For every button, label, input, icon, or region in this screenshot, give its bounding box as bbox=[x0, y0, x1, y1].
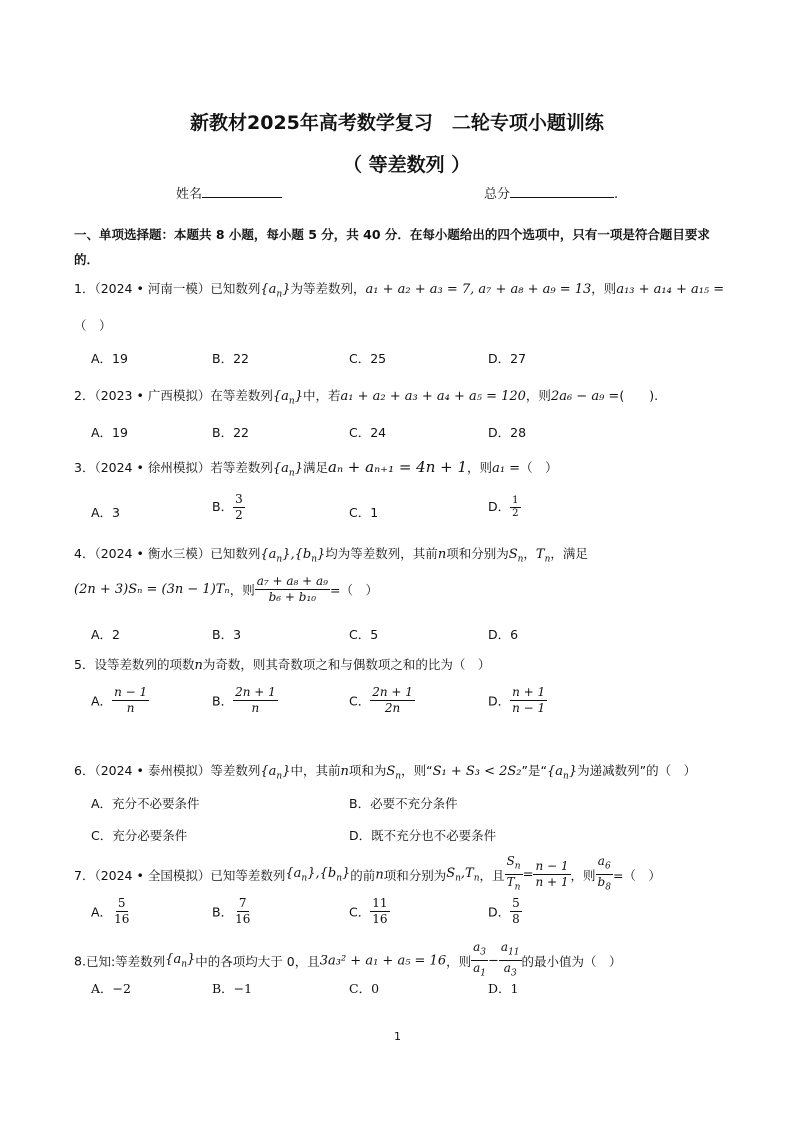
q5-option-d-frac bbox=[510, 685, 547, 716]
q2-formula-cond: a₁ + a₂ + a₃ + a₄ + a₅ = 120 bbox=[340, 389, 526, 404]
question-1 bbox=[74, 279, 724, 300]
q5-number: 5． bbox=[74, 657, 95, 672]
q2-option-a[interactable]: A．19 bbox=[91, 425, 128, 440]
q7-option-c[interactable] bbox=[349, 896, 390, 927]
q3-text-a: 若等差数列 bbox=[210, 460, 273, 475]
q6-seq-2: $\{a_n\}$ bbox=[546, 764, 578, 782]
q8-formula: 3a₃² + a₁ + a₅ = 16 bbox=[319, 953, 447, 969]
q6-option-a[interactable]: A．充分不必要条件 bbox=[91, 796, 200, 811]
frac-den: 16 bbox=[372, 912, 388, 926]
q8-text-c: ，则 bbox=[446, 953, 472, 969]
q7-option-a-label: A． bbox=[91, 904, 113, 920]
q1-formula-cond: a₁ + a₂ + a₃ = 7, a₇ + a₈ + a₉ = 13 bbox=[365, 282, 592, 297]
score-field bbox=[484, 183, 618, 202]
q7-option-b-frac bbox=[233, 896, 252, 927]
question-7: 7．（2024 • 全国模拟）已知等差数列$\{a_n\},\{b_n\}$的前n项和分别为$S_n,T_n$，且 $\frac{S_n}{T_n}$ = $\frac{n - 1}{n + 1}$ ，则 $\frac{a_6}{b_8}$ =（ ） bbox=[74, 854, 661, 896]
q4-text-a: 已知数列 bbox=[210, 546, 261, 561]
q7-source: （2024 • 全国模拟） bbox=[94, 867, 211, 883]
q1-option-d[interactable]: D．27 bbox=[488, 351, 527, 366]
q4-paren: =（ ） bbox=[329, 582, 378, 598]
name-blank bbox=[202, 184, 282, 198]
q7-cond-frac-left: $\frac{S_n}{T_n}$ bbox=[506, 854, 521, 893]
q2-seq: $\{a_n\}$ bbox=[272, 389, 303, 407]
q8-text-b: 中的各项均大于 0，且 bbox=[195, 953, 320, 969]
frac-den: n bbox=[251, 701, 260, 715]
frac-num: 1 bbox=[512, 495, 519, 506]
q3-option-a[interactable]: A．3 bbox=[91, 505, 121, 520]
q7-option-a[interactable] bbox=[91, 896, 131, 927]
q3-text-b: 满足 bbox=[302, 460, 328, 475]
q3-option-c[interactable]: C．1 bbox=[349, 505, 379, 520]
q7-cond-frac-right: $\frac{n - 1}{n + 1}$ bbox=[535, 859, 569, 890]
frac-num: 5 bbox=[117, 896, 126, 910]
q8-text-d: 的最小值为（ ） bbox=[521, 953, 622, 969]
q5-option-c[interactable] bbox=[349, 685, 415, 716]
q5-option-a-label: A． bbox=[91, 693, 113, 709]
frac-den: 16 bbox=[114, 912, 130, 926]
frac-den: b₆ + b₁₀ bbox=[268, 590, 317, 604]
q1-formula-ask: a₁₃ + a₁₄ + a₁₅ = bbox=[616, 282, 725, 297]
q2-text-b: 中，若 bbox=[302, 388, 341, 403]
q4-number: 4． bbox=[74, 546, 95, 561]
q8-option-d[interactable]: D．1 bbox=[488, 981, 519, 996]
q6-text-b: 中，其前 bbox=[290, 763, 341, 778]
q7-option-b-label: B． bbox=[212, 904, 234, 920]
q4-text-b: 均为等差数列，其前 bbox=[325, 546, 438, 561]
q2-text-a: 在等差数列 bbox=[210, 388, 273, 403]
q3-option-b[interactable] bbox=[212, 492, 245, 523]
q1-seq: $\{a_n\}$ bbox=[260, 282, 291, 300]
q7-text-e: ，则 bbox=[570, 867, 596, 883]
q7-text-d: ，且 bbox=[479, 867, 505, 883]
q5-option-a[interactable] bbox=[91, 685, 149, 716]
q7-option-c-frac bbox=[370, 896, 389, 927]
frac-num: 7 bbox=[238, 896, 247, 910]
q4-option-a[interactable]: A．2 bbox=[91, 627, 121, 642]
q3-seq: $\{a_n\}$ bbox=[272, 461, 303, 479]
q4-formula-line2: (2n + 3)Sₙ = (3n − 1)Tₙ bbox=[74, 582, 230, 597]
frac-num: n − 1 bbox=[114, 685, 148, 699]
q6-option-c[interactable]: C．充分必要条件 bbox=[91, 828, 188, 843]
page-subtitle: （ 等差数列 ） bbox=[343, 154, 471, 176]
q3-number: 3． bbox=[74, 460, 95, 475]
q8-option-c[interactable]: C．0 bbox=[349, 981, 380, 996]
q7-option-d[interactable] bbox=[488, 896, 522, 927]
q6-option-b[interactable]: B．必要不充分条件 bbox=[349, 796, 458, 811]
q5-option-d[interactable] bbox=[488, 685, 547, 716]
q4-text-d: ，满足 bbox=[550, 546, 588, 561]
q5-option-c-frac bbox=[370, 685, 415, 716]
q2-number: 2． bbox=[74, 388, 95, 403]
frac-den: 2 bbox=[235, 508, 243, 522]
q8-text-a: 已知:等差数列 bbox=[85, 953, 166, 969]
q4-option-c[interactable]: C．5 bbox=[349, 627, 379, 642]
frac-num: a₇ + a₈ + a₉ bbox=[256, 574, 328, 588]
q1-source: （2024 • 河南一模） bbox=[94, 281, 211, 296]
q8-number: 8. bbox=[74, 953, 86, 969]
q3-formula-cond: aₙ + aₙ₊₁ = 4n + 1 bbox=[328, 458, 468, 476]
name-label: 姓名 bbox=[176, 187, 203, 202]
q7-option-b[interactable] bbox=[212, 896, 252, 927]
q7-option-a-frac bbox=[112, 896, 131, 927]
q1-paren: （ ） bbox=[74, 318, 112, 333]
q4-option-d[interactable]: D．6 bbox=[488, 627, 519, 642]
q3-option-d-label: D． bbox=[488, 499, 511, 514]
name-field bbox=[176, 183, 282, 202]
q6-source: （2024 • 泰州模拟） bbox=[94, 763, 211, 778]
question-3 bbox=[74, 458, 558, 479]
question-4: 4．（2024 • 衡水三模）已知数列$\{a_n\},\{b_n\}$均为等差数列，其前n项和分别为$S_n$，$T_n$，满足 bbox=[74, 546, 588, 565]
q5-text-b: 为奇数，则其奇数项之和与偶数项之和的比为（ ） bbox=[202, 657, 491, 672]
frac-num: 5 bbox=[512, 896, 520, 910]
q8-seq: $\{a_n\}$ bbox=[165, 952, 196, 970]
q1-option-c[interactable]: C．25 bbox=[349, 351, 387, 366]
q2-option-d[interactable]: D．28 bbox=[488, 425, 527, 440]
q5-option-b-frac bbox=[233, 685, 278, 716]
q7-paren: =（ ） bbox=[612, 867, 661, 883]
q7-option-c-label: C． bbox=[349, 904, 371, 920]
q3-text-c: ，则 bbox=[467, 460, 493, 475]
q3-option-d-frac bbox=[510, 495, 520, 520]
q7-option-d-label: D． bbox=[488, 904, 511, 920]
score-blank bbox=[510, 184, 614, 198]
frac-den: 8 bbox=[512, 912, 520, 926]
q2-formula-ask: 2a₆ − a₉ = bbox=[550, 389, 620, 404]
q2-option-b[interactable]: B．22 bbox=[212, 425, 249, 440]
question-8: 8.已知:等差数列$\{a_n\}$中的各项均大于 0，且3a₃² + a₁ + a₅ = 16，则 $\frac{a_3}{a_1}$ − $\frac{a_{11}}{a_3}$ 的最小值为（ ） bbox=[74, 940, 622, 982]
page-number: 1 bbox=[394, 1030, 401, 1043]
q2-source: （2023 • 广西模拟） bbox=[94, 388, 211, 403]
q1-text-b: 为等差数列， bbox=[290, 281, 366, 296]
q6-text-d: ，则“ bbox=[401, 763, 433, 778]
frac-den: n bbox=[126, 701, 135, 715]
q6-option-d[interactable]: D．既不充分也不必要条件 bbox=[349, 828, 497, 843]
question-2 bbox=[74, 386, 658, 407]
q6-seq: $\{a_n\}$ bbox=[260, 764, 291, 782]
q3-option-d[interactable] bbox=[488, 495, 521, 520]
question-6: 6．（2024 • 泰州模拟）等差数列$\{a_n\}$中，其前n项和为$S_n$，则“S₁ + S₃ < 2S₂”是“$\{a_n\}$为递减数列”的（ ） bbox=[74, 763, 697, 782]
q7-seqs: $\{a_n\},\{b_n\}$ bbox=[285, 866, 351, 884]
q3-formula-ask: a₁ = bbox=[492, 461, 521, 476]
q5-option-c-label: C． bbox=[349, 693, 371, 709]
q7-text-c: 项和分别为 bbox=[383, 867, 447, 883]
frac-num: n + 1 bbox=[512, 685, 546, 699]
q4-text-e: ，则 bbox=[229, 582, 255, 598]
q3-source: （2024 • 徐州模拟） bbox=[94, 460, 211, 475]
q7-ask-frac: $\frac{a_6}{b_8}$ bbox=[597, 854, 611, 893]
q2-text-c: ，则 bbox=[525, 388, 551, 403]
q6-formula: S₁ + S₃ < 2S₂ bbox=[432, 764, 522, 779]
q7-text-a: 已知等差数列 bbox=[210, 867, 286, 883]
q2-paren: ( ). bbox=[619, 388, 659, 403]
q8-frac-1: $\frac{a_3}{a_1}$ bbox=[473, 940, 487, 979]
q4-line-2 bbox=[74, 574, 378, 605]
score-label: 总分 bbox=[484, 187, 511, 202]
q8-frac-2: $\frac{a_{11}}{a_3}$ bbox=[500, 940, 520, 979]
q4-frac bbox=[255, 574, 330, 605]
q8-option-a[interactable]: A．−2 bbox=[91, 981, 131, 996]
frac-den: 2n bbox=[384, 701, 401, 715]
q1-text-a: 已知数列 bbox=[210, 281, 261, 296]
q5-option-d-label: D． bbox=[488, 693, 511, 709]
frac-num: 2n + 1 bbox=[372, 685, 413, 699]
q2-option-c[interactable]: C．24 bbox=[349, 425, 387, 440]
q1-number: 1． bbox=[74, 281, 95, 296]
q5-option-a-frac bbox=[112, 685, 149, 716]
q3-option-b-frac bbox=[233, 492, 245, 523]
frac-den: 2 bbox=[512, 508, 519, 519]
q1-option-a[interactable]: A．19 bbox=[91, 351, 128, 366]
q4-source: （2024 • 衡水三模） bbox=[94, 546, 211, 561]
question-5: 5．设等差数列的项数n为奇数，则其奇数项之和与偶数项之和的比为（ ） bbox=[74, 657, 491, 673]
q7-text-b: 的前 bbox=[350, 867, 376, 883]
q6-text-e: ”是“ bbox=[521, 763, 547, 778]
q7-option-d-frac bbox=[510, 896, 522, 927]
q4-seqs: $\{a_n\},\{b_n\}$ bbox=[260, 547, 326, 565]
q1-option-b[interactable]: B．22 bbox=[212, 351, 249, 366]
frac-den: n − 1 bbox=[512, 701, 546, 715]
q8-option-b[interactable]: B．−1 bbox=[212, 981, 253, 996]
q5-text: 设等差数列的项数 bbox=[94, 657, 195, 672]
q3-option-b-label: B． bbox=[212, 499, 234, 514]
page-title: 新教材2025年高考数学复习 二轮专项小题训练 bbox=[190, 112, 604, 134]
section-heading: 一、单项选择题：本题共 8 小题，每小题 5 分，共 40 分．在每小题给出的四个选项中，只有一项是符合题目要求的． bbox=[74, 227, 710, 267]
frac-den: 16 bbox=[235, 912, 251, 926]
q6-number: 6． bbox=[74, 763, 95, 778]
q6-text-f: 为递减数列”的（ ） bbox=[577, 763, 697, 778]
q4-text-c: 项和分别为 bbox=[446, 546, 509, 561]
q4-option-b[interactable]: B．3 bbox=[212, 627, 242, 642]
frac-num: 3 bbox=[235, 492, 243, 506]
score-tail: . bbox=[614, 187, 619, 202]
frac-num: 2n + 1 bbox=[235, 685, 276, 699]
q5-option-b[interactable] bbox=[212, 685, 278, 716]
frac-num: 11 bbox=[372, 896, 388, 910]
q5-option-b-label: B． bbox=[212, 693, 234, 709]
q1-text-c: ，则 bbox=[591, 281, 617, 296]
q3-paren: （ ） bbox=[520, 460, 558, 475]
q7-number: 7． bbox=[74, 867, 95, 883]
q6-text-a: 等差数列 bbox=[210, 763, 261, 778]
q6-text-c: 项和为 bbox=[348, 763, 387, 778]
